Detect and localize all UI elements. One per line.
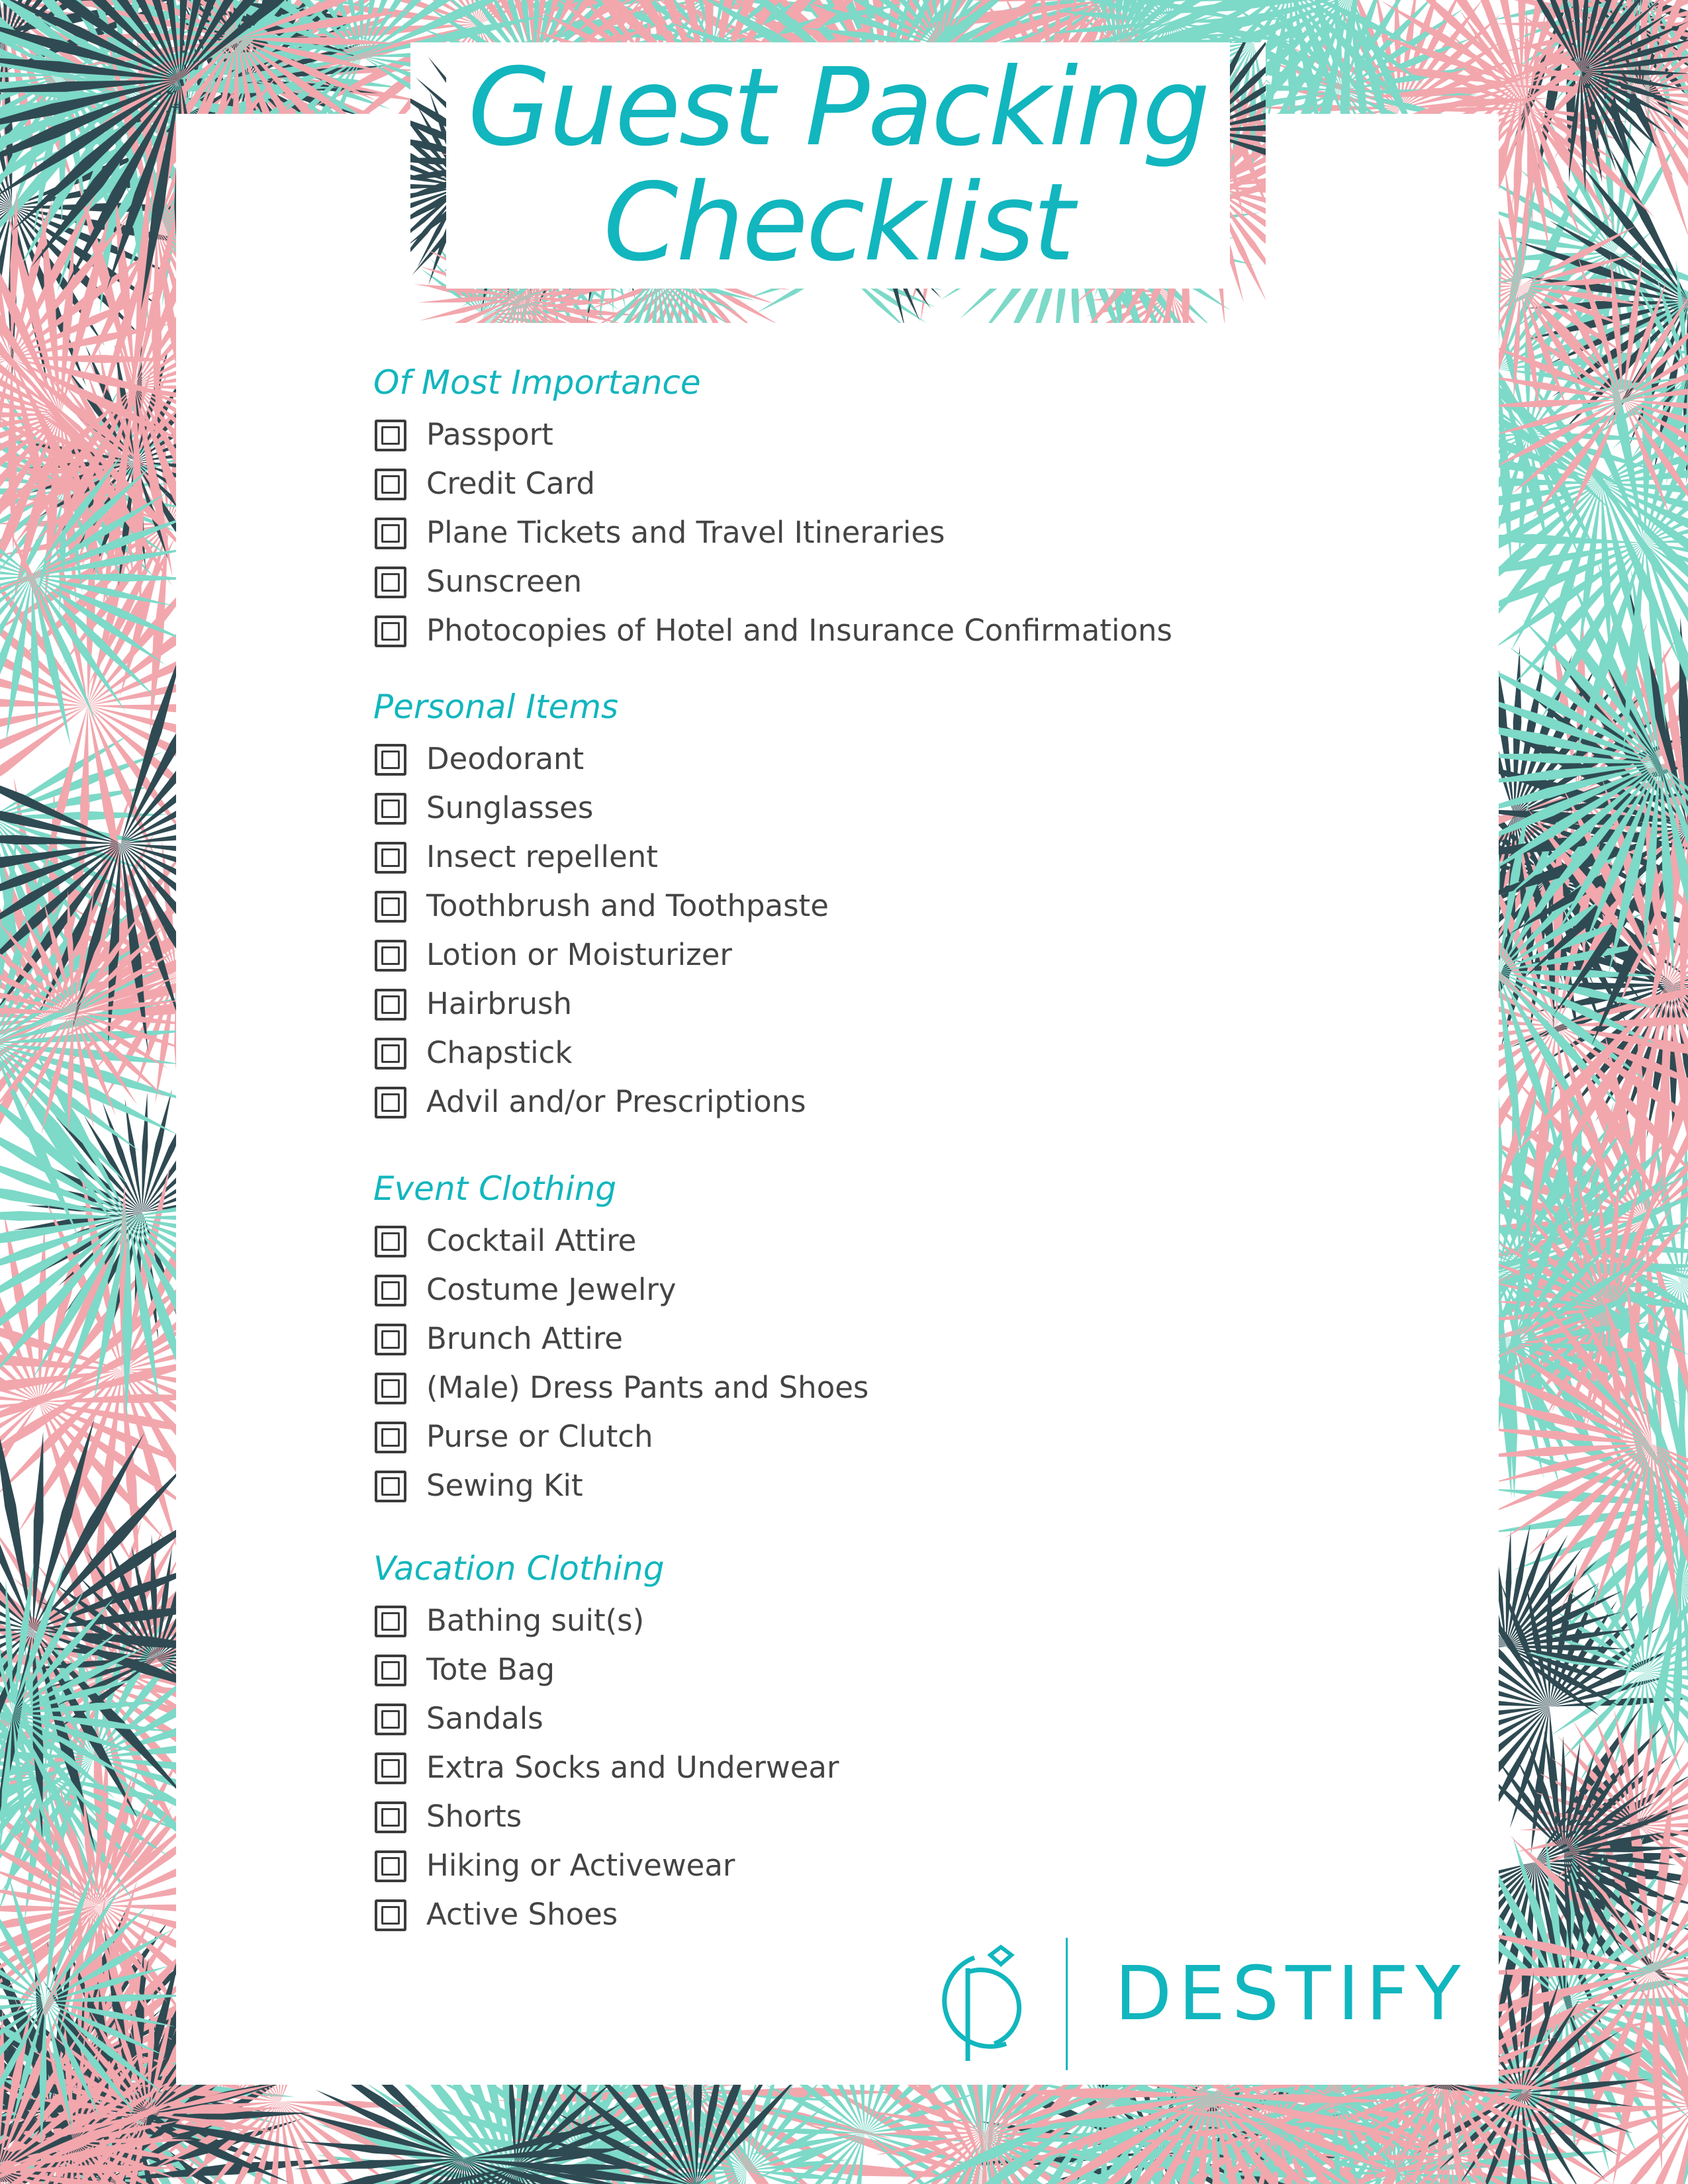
checkbox-icon[interactable]: [375, 1850, 405, 1881]
section-heading: Of Most Importance: [373, 363, 701, 402]
section-heading: Personal Items: [373, 688, 619, 726]
checkbox-icon[interactable]: [375, 1226, 405, 1256]
checkbox-icon[interactable]: [375, 1899, 405, 1930]
checklist-item-label: Hiking or Activewear: [426, 1848, 735, 1883]
checkbox-icon[interactable]: [375, 989, 405, 1019]
checklist-item-label: Sunglasses: [426, 790, 594, 825]
checklist-item[interactable]: [363, 1841, 1356, 1890]
checklist-item[interactable]: [363, 508, 1356, 557]
checklist-item-label: Advil and/or Prescriptions: [426, 1084, 806, 1119]
checkbox-icon[interactable]: [375, 1606, 405, 1636]
checklist-item-label: Costume Jewelry: [426, 1272, 677, 1307]
checklist-item[interactable]: [363, 784, 1356, 833]
checkbox-icon[interactable]: [375, 1422, 405, 1452]
checklist-item[interactable]: [363, 1314, 1356, 1363]
checkbox-icon[interactable]: [375, 615, 405, 646]
title-card: [446, 42, 1230, 289]
checklist-item[interactable]: [363, 735, 1356, 784]
checklist-item[interactable]: [363, 1363, 1356, 1412]
checklist-item[interactable]: [363, 557, 1356, 606]
checklist-item[interactable]: [363, 1265, 1356, 1314]
checklist-item-label: Bathing suit(s): [426, 1603, 645, 1638]
checklist-item-label: Hairbrush: [426, 986, 572, 1021]
checklist-item-label: Plane Tickets and Travel Itineraries: [426, 515, 945, 550]
checkbox-icon[interactable]: [375, 1275, 405, 1305]
checklist-item-label: Brunch Attire: [426, 1321, 623, 1356]
checklist-item-label: Lotion or Moisturizer: [426, 937, 732, 972]
checklist-item[interactable]: [363, 410, 1356, 459]
checklist-item-label: Active Shoes: [426, 1897, 618, 1932]
checkbox-icon[interactable]: [375, 1801, 405, 1832]
checklist-item[interactable]: [363, 1028, 1356, 1077]
checklist-item-label: Chapstick: [426, 1035, 573, 1070]
checklist-item[interactable]: [363, 979, 1356, 1028]
checkbox-icon[interactable]: [375, 891, 405, 921]
checkbox-icon[interactable]: [375, 469, 405, 499]
checklist-item-label: Shorts: [426, 1799, 522, 1834]
checklist-item[interactable]: [363, 1596, 1356, 1645]
checklist-item-label: (Male) Dress Pants and Shoes: [426, 1370, 869, 1405]
section-personal-items: [363, 687, 1356, 1126]
checklist-item-label: Cocktail Attire: [426, 1223, 637, 1258]
checklist-item[interactable]: [363, 833, 1356, 882]
checklist-item[interactable]: [363, 931, 1356, 979]
checklist-item-label: Tote Bag: [426, 1652, 555, 1687]
checklist-item-label: Sandals: [426, 1701, 543, 1736]
checklist-item[interactable]: [363, 1792, 1356, 1841]
page-title-line-1: Guest Packing: [467, 46, 1209, 170]
checkbox-icon[interactable]: [375, 1655, 405, 1685]
checkbox-icon[interactable]: [375, 1324, 405, 1354]
checklist-item[interactable]: [363, 1645, 1356, 1694]
checkbox-icon[interactable]: [375, 842, 405, 872]
checkbox-icon[interactable]: [375, 1471, 405, 1501]
checklist-item[interactable]: [363, 459, 1356, 508]
checkbox-icon[interactable]: [375, 1752, 405, 1783]
checklist-item-label: Credit Card: [426, 466, 595, 501]
checklist-item[interactable]: [363, 1216, 1356, 1265]
checklist-item-label: Sunscreen: [426, 564, 583, 599]
checkbox-icon[interactable]: [375, 744, 405, 774]
checklist-item-label: Photocopies of Hotel and Insurance Confirmations: [426, 613, 1172, 648]
checklist-item[interactable]: [363, 1743, 1356, 1792]
checkbox-icon[interactable]: [375, 1087, 405, 1117]
checkbox-icon[interactable]: [375, 567, 405, 597]
title-banner: [410, 42, 1266, 323]
ring-d-icon: [914, 1938, 1046, 2070]
checklist-item[interactable]: [363, 1412, 1356, 1461]
page-title-line-2: Checklist: [603, 161, 1073, 285]
checkbox-icon[interactable]: [375, 1704, 405, 1734]
checklist: [363, 363, 1356, 1939]
section-heading: Vacation Clothing: [373, 1549, 665, 1588]
checklist-item[interactable]: [363, 1461, 1356, 1510]
checklist-item-label: Passport: [426, 417, 553, 452]
checkbox-icon[interactable]: [375, 940, 405, 970]
checklist-item-label: Purse or Clutch: [426, 1419, 653, 1454]
section-heading: Event Clothing: [373, 1169, 617, 1208]
checkbox-icon[interactable]: [375, 1038, 405, 1068]
checkbox-icon[interactable]: [375, 518, 405, 548]
checklist-item-label: Extra Socks and Underwear: [426, 1750, 839, 1785]
checklist-item[interactable]: [363, 882, 1356, 931]
checklist-item-label: Insect repellent: [426, 839, 658, 874]
section-event-clothing: [363, 1169, 1356, 1510]
checkbox-icon[interactable]: [375, 420, 405, 450]
checklist-item[interactable]: [363, 1077, 1356, 1126]
checkbox-icon[interactable]: [375, 1373, 405, 1403]
checklist-item[interactable]: [363, 606, 1356, 655]
brand-name: DESTIFY: [1115, 1951, 1468, 2037]
checklist-item-label: Toothbrush and Toothpaste: [426, 888, 829, 923]
checklist-item-label: Sewing Kit: [426, 1468, 583, 1503]
checklist-item-label: Deodorant: [426, 741, 585, 776]
destify-logo: [914, 1925, 1468, 2057]
logo-divider: [1066, 1938, 1068, 2070]
section-of-most-importance: [363, 363, 1356, 655]
checkbox-icon[interactable]: [375, 793, 405, 823]
checklist-item[interactable]: [363, 1694, 1356, 1743]
section-vacation-clothing: [363, 1549, 1356, 1939]
